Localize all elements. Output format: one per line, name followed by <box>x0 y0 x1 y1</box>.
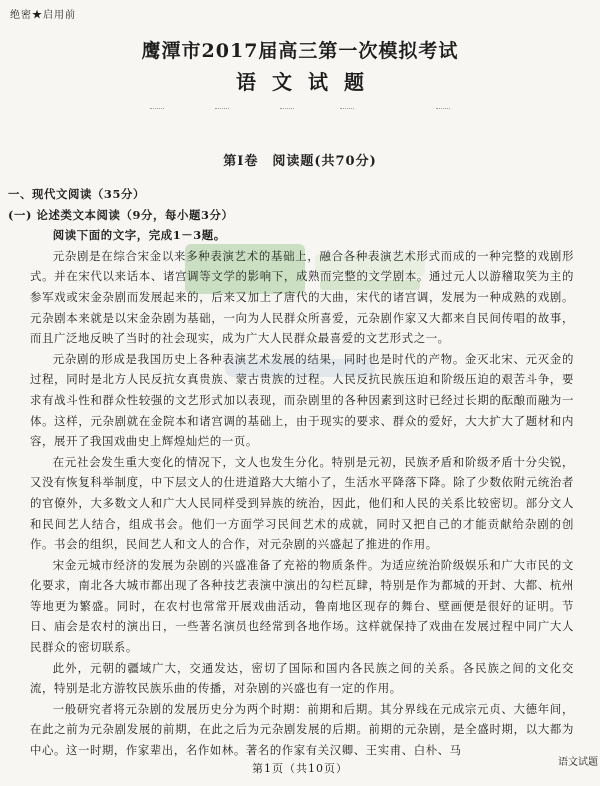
passage-paragraph: 在元社会发生重大变化的情况下，文人也发生分化。特别是元初，民族矛盾和阶级矛盾十分尖锐，又没有恢复科举制度，中下层文人的仕进道路大大缩小了，生活水平降落下降。除了少数依附元统治者的官僚外，大多数文人和广大人民同样受到异族的统治，因此，他们和人民的关系比较密切。部分文人和民间艺人结合，组成书会。他们一方面学习民间艺术的成就，同时又把自己的才能贡献给杂剧的创作。书会的组织，民间艺人和文人的合作，对元杂剧的兴盛起了推进的作用。 <box>30 454 574 552</box>
part-heading: 一、现代文阅读（35分） <box>8 187 145 201</box>
exam-subtitle: 语文试题 <box>236 70 380 94</box>
instruction-text: 阅读下面的文字，完成1－3题。 <box>52 228 226 243</box>
info-field-box <box>436 98 450 109</box>
subsection-heading: (一) 论述类文本阅读（9分，每小题3分） <box>8 207 234 222</box>
passage-paragraph: 宋金元城市经济的发展为杂剧的兴盛准备了充裕的物质条件。为适应统治阶级娱乐和广大市民的文化要求，南北各大城市都出现了各种技艺表演中演出的勾栏瓦肆，特别是作为都城的开封、大都、杭州等地更为繁盛。同时，在农村也常常开展戏曲活动，鲁南地区现存的舞台、壁画便是很好的证明。节日、庙会是农村的演出日，一些著名演员也经常到各地作场。这样就保持了戏曲在发展过程中同广大人民群众的密切联系。 <box>30 557 574 655</box>
passage-paragraph: 元杂剧是在综合宋金以来多种表演艺术的基础上，融合各种表演艺术形式而成的一种完整的戏剧形式。并在宋代以来话本、诸宫调等文学的影响下，成熟而完整的文学剧本。通过元人以游稽取笑为主的参军戏或宋金杂剧而发展起来的，后来又加上了唐代的大曲，宋代的诸宫调，发展为一种成熟的戏剧。元杂剧本来就是以宋金杂剧为基础，一向为人民群众所喜爱，元杂剧作家又大都来自民间传唱的故事，而且广泛地反映了当时的社会现实，成为广大人民群众最喜爱的文艺形式之一。 <box>30 248 574 346</box>
reading-section <box>8 184 574 761</box>
info-field-box <box>150 98 164 109</box>
info-field-box <box>340 98 354 109</box>
info-fields-row <box>150 98 450 110</box>
passage-paragraph: 一般研究者将元杂剧的发展历史分为两个时期：前期和后期。其分界线在元成宗元贞、大德年间，在此之前为元杂剧发展的前期，在此之后为元杂剧发展的后期。前期的元杂剧，是全盛时期，以大都为中心。这一时期，作家辈出，名作如林。著名的作家有关汉卿、王实甫、白朴、马 <box>30 701 574 758</box>
section-heading: 第Ⅰ卷 阅读题(共70分) <box>223 154 377 169</box>
info-field-box <box>280 98 294 109</box>
secret-mark: 绝密★启用前 <box>10 10 76 21</box>
passage-paragraph: 此外，元朝的疆域广大，交通发达，密切了国际和国内各民族之间的关系。各民族之间的文化交流，特别是北方游牧民族乐曲的传播，对杂剧的兴盛也有一定的作用。 <box>30 660 574 696</box>
passage-paragraph: 元杂剧的形成是我国历史上各种表演艺术发展的结果，同时也是时代的产物。金灭北宋、元灭金的过程，同时是北方人民反抗女真贵族、蒙古贵族的过程。人民反抗民族压迫和阶级压迫的艰苦斗争，要求有战斗性和群众性较强的文艺形式加以表现，而杂剧里的各种因素到这时已经过长期的酝酿而融为一体。这样，元杂剧就在金院本和诸宫调的基础上，由于现实的要求、群众的爱好，大大扩大了题材和内容，展开了我国戏曲史上辉煌灿烂的一页。 <box>30 351 574 449</box>
exam-title: 鹰潭市2017届高三第一次模拟考试 <box>141 40 459 62</box>
info-field-box <box>215 98 229 109</box>
margin-note: 语文试题 <box>558 757 598 768</box>
page-number: 第1页（共10页） <box>252 762 348 775</box>
